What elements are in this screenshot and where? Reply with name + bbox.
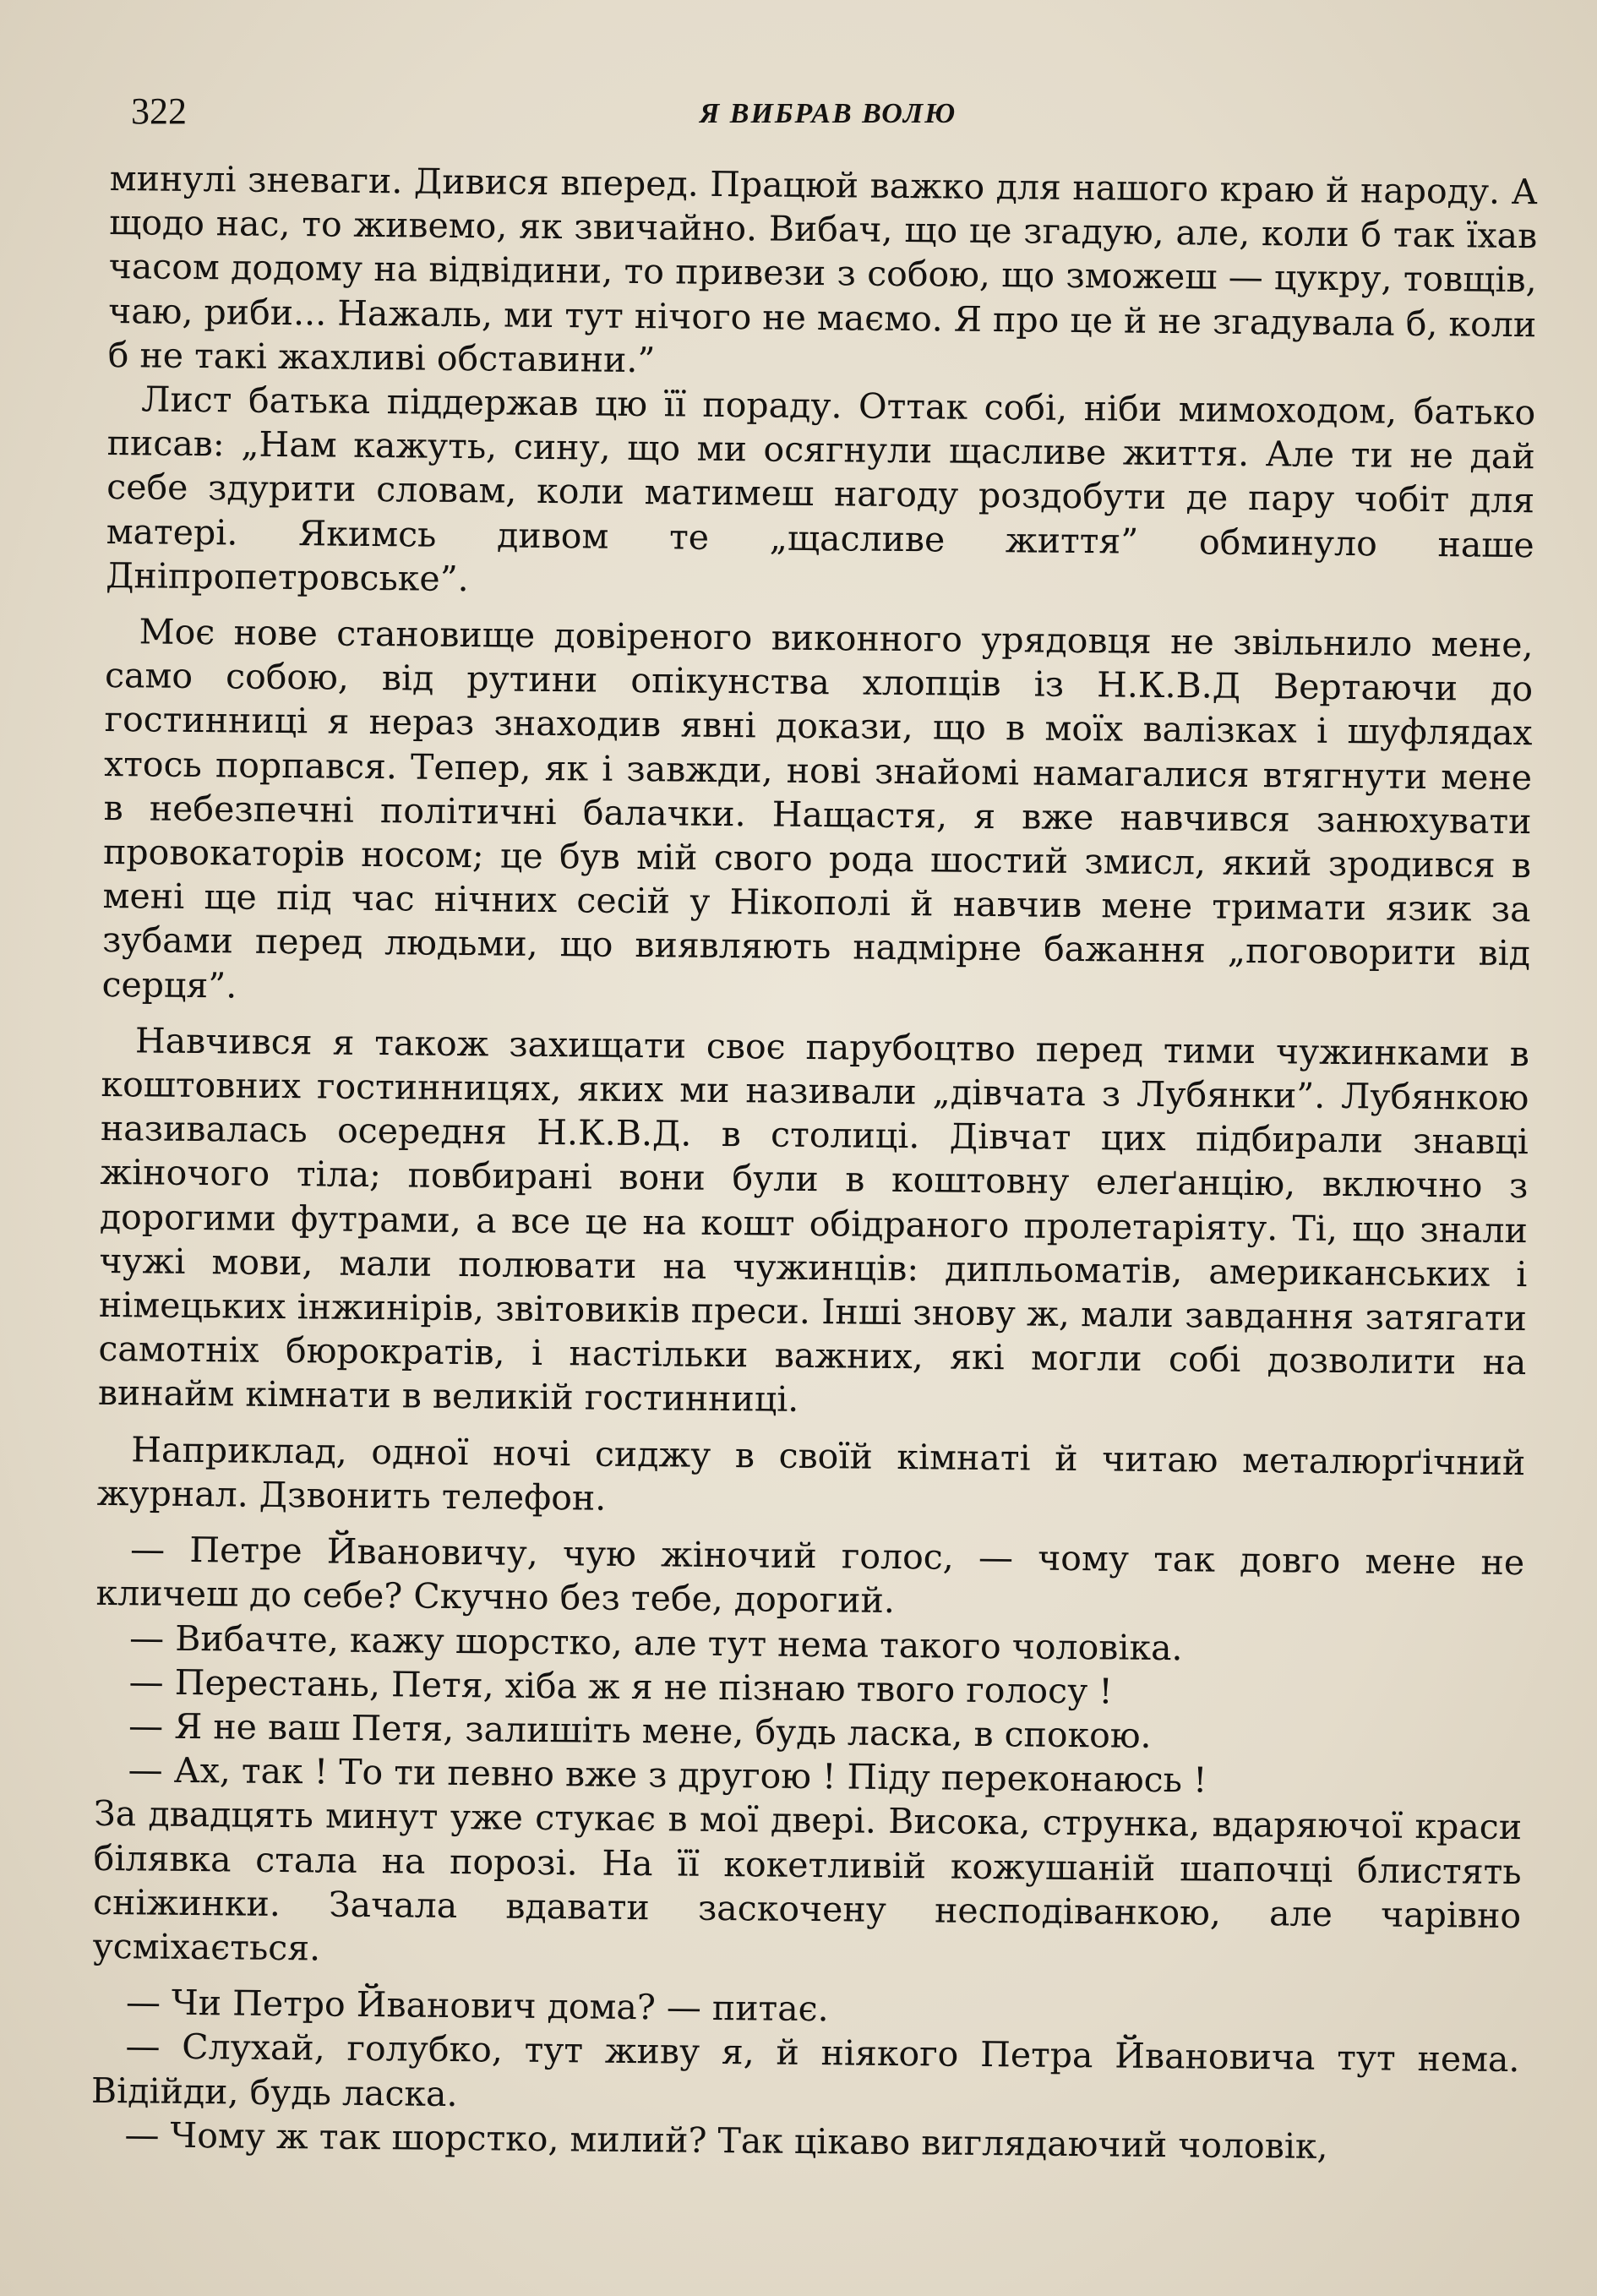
paragraph: Лист батька піддержав цю її пораду. Оттак собі, ніби мимоходом, батько писав: „Нам кажуть, сину, що ми осягнули щасливе життя. Але ти не дай себе здурити словам, коли матимеш нагоду роздобути де пару чобіт для матері. Якимсь дивом те „щасливе життя” обминуло наше Дніпропетровське”. — [106, 379, 1536, 599]
body-text — [90, 156, 1538, 2170]
paragraph: минулі зневаги. Дивися вперед. Працюй важко для нашого краю й народу. А щодо нас, то живемо, як звичайно. Вибач, що це згадую, але, коли б так їхав часом додому на відвідини, то привези з собою, що зможеш — цукру, товщів, чаю, риби... Нажаль, ми тут нічого не маємо. Я про це й не згадувала б, коли б не такі жахливі обставини.” — [107, 157, 1538, 381]
paragraph: Моє нове становище довіреного виконного урядовця не звільнило мене, само собою, від рутини опікунства хлопців із Н.К.В.Д Вертаючи до гостинниці я нераз знаходив явні докази, що в моїх валізках і шуфлядах хтось порпався. Тепер, як і завжди, нові знайомі намагалися втягнути мене в небезпечні політичні балачки. Нащастя, я вже навчився занюхувати провокаторів носом; це був мій свого рода шостий змисл, який зродився в мені ще під час нічних сесій у Нікополі й навчив мене тримати язик за зубами перед людьми, що виявляють надмірне бажання „поговорити від серця”. — [101, 611, 1534, 1006]
dialog-line: — Слухай, голубко, тут живу я, й ніякого Петра Йвановича тут нема. Відійди, будь ласка. — [90, 2026, 1520, 2114]
dialog-line: — Перестань, Петя, хіба ж я не пізнаю твого голосу ! — [128, 1661, 1113, 1712]
dialog-line: — Петре Йвановичу, чую жіночий голос, — чому так довго мене не кличеш до себе? Скучно без тебе, дорогий. — [95, 1529, 1525, 1622]
dialog-line: — Чи Петро Йванович дома? — питає. — [125, 1982, 829, 2030]
dialog-line: — Ах, так ! То ти певно вже з другою ! Піду переконаюсь ! — [128, 1749, 1207, 1801]
dialog-line: — Вибачте, кажу шорстко, але тут нема такого чоловіка. — [128, 1617, 1183, 1668]
paragraph: Наприклад, одної ночі сиджу в своїй кімнаті й читаю металюрґічний журнал. Дзвонить телефон. — [96, 1429, 1526, 1519]
running-title: Я ВИБРАВ ВОЛЮ — [699, 98, 957, 129]
paragraph: За двадцять минут уже стукає в мої двері. Висока, струнка, вдаряючої краси білявка стала на порозі. На її кокетливій кожушаній шапочці блистять сніжинки. Зачала вдавати заскочену несподіванкою, але чарівно усміхається. — [92, 1793, 1523, 1969]
page-number: 322 — [131, 90, 187, 132]
dialog-line: — Я не ваш Петя, залишіть мене, будь ласка, в спокою. — [128, 1705, 1152, 1756]
dialog-line: — Чому ж так шорстко, милий? Так цікаво виглядаючий чоловік, — [124, 2114, 1328, 2167]
paragraph: Навчився я також захищати своє парубоцтво перед тими чужинками в коштовних гостинницях, яких ми називали „дівчата з Лубянки”. Лубянкою називалась осередня Н.К.В.Д. в столиці. Дівчат цих підбирали знавці жіночого тіла; повбирані вони були в коштовну елеґанцію, включно з дорогими футрами, а все це на кошт обідраного пролетаріяту. Ті, що знали чужі мови, мали полювати на чужинців: дипльоматів, американських і німецьких інжинірів, звітовиків преси. Інші знову ж, мали завдання затягати самотніх бюрократів, і настільки важних, які могли собі дозволити на винайм кімнати в великій гостинниці. — [97, 1020, 1530, 1421]
page-header — [114, 85, 1542, 144]
